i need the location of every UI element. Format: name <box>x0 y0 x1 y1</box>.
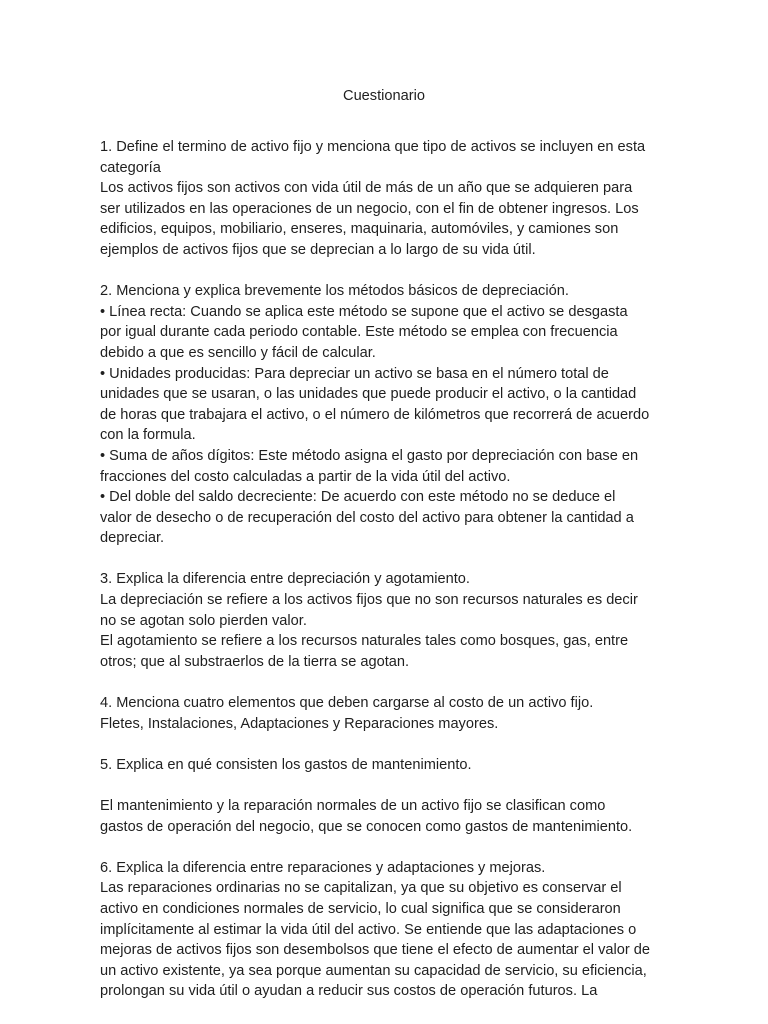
document-title: Cuestionario <box>343 88 425 104</box>
document-body <box>100 137 672 1002</box>
text-line: 1. Define el termino de activo fijo y menciona que tipo de activos se incluyen en esta <box>100 139 646 155</box>
paragraph-q3 <box>100 569 672 672</box>
text-line: Las reparaciones ordinarias no se capitalizan, ya que su objetivo es conservar el <box>100 880 622 897</box>
paragraph-gap <box>100 775 672 796</box>
text-line: El mantenimiento y la reparación normales de un activo fijo se clasifican como <box>100 798 606 814</box>
text-line: 6. Explica la diferencia entre reparaciones y adaptaciones y mejoras. <box>100 859 546 876</box>
text-line: depreciar. <box>100 530 165 547</box>
text-line: con la formula. <box>100 427 196 444</box>
text-line: categoría <box>100 159 161 176</box>
text-line: valor de desecho o de recuperación del costo del activo para obtener la cantidad a <box>100 509 634 526</box>
paragraph-gap <box>100 672 672 693</box>
text-line: • Línea recta: Cuando se aplica este método se supone que el activo se desgasta <box>100 303 628 320</box>
text-line: ser utilizados en las operaciones de un negocio, con el fin de obtener ingresos. Los <box>100 200 639 217</box>
paragraph-q4 <box>100 693 672 734</box>
paragraph-q1 <box>100 137 672 261</box>
paragraph-gap <box>100 837 672 858</box>
paragraph-q6 <box>100 858 672 1002</box>
text-line: • Del doble del saldo decreciente: De acuerdo con este método no se deduce el <box>100 489 616 506</box>
text-line: mejoras de activos fijos son desembolsos que tiene el efecto de aumentar el valor de <box>100 942 651 959</box>
text-line: 4. Menciona cuatro elementos que deben cargarse al costo de un activo fijo. <box>100 695 594 712</box>
paragraph-q5 <box>100 755 672 776</box>
text-line: Fletes, Instalaciones, Adaptaciones y Reparaciones mayores. <box>100 715 499 732</box>
text-line: La depreciación se refiere a los activos fijos que no son recursos naturales es decir <box>100 592 638 609</box>
text-line: • Unidades producidas: Para depreciar un activo se basa en el número total de <box>100 365 609 382</box>
text-line: • Suma de años dígitos: Este método asigna el gasto por depreciación con base en <box>100 447 639 464</box>
text-line: debido a que es sencillo y fácil de calcular. <box>100 344 376 361</box>
paragraph-q2 <box>100 281 672 549</box>
text-line: unidades que se usaran, o las unidades que puede producir el activo, o la cantidad <box>100 386 637 403</box>
text-line: El agotamiento se refiere a los recursos naturales tales como bosques, gas, entre <box>100 633 629 650</box>
text-line: no se agotan solo pierden valor. <box>100 612 307 629</box>
paragraph-gap <box>100 734 672 755</box>
text-line: por igual durante cada periodo contable. Este método se emplea con frecuencia <box>100 324 618 341</box>
text-line: fracciones del costo calculadas a partir de la vida útil del activo. <box>100 468 511 485</box>
text-line: ejemplos de activos fijos que se deprecian a lo largo de su vida útil. <box>100 241 536 258</box>
paragraph-gap <box>100 549 672 570</box>
paragraph-gap <box>100 261 672 282</box>
text-line: activo en condiciones normales de servicio, lo cual significa que se consideraron <box>100 900 621 917</box>
text-line: 5. Explica en qué consisten los gastos de mantenimiento. <box>100 756 472 773</box>
text-line: prolongan su vida útil o ayudan a reducir sus costos de operación futuros. La <box>100 983 598 1000</box>
text-line: gastos de operación del negocio, que se conocen como gastos de mantenimiento. <box>100 818 633 835</box>
text-line: implícitamente al estimar la vida útil del activo. Se entiende que las adaptaciones o <box>100 921 637 938</box>
text-line: 3. Explica la diferencia entre depreciación y agotamiento. <box>100 571 470 588</box>
text-line: otros; que al substraerlos de la tierra se agotan. <box>100 653 410 670</box>
text-line: de horas que trabajara el activo, o el número de kilómetros que recorrerá de acuerdo <box>100 406 650 423</box>
text-line: Los activos fijos son activos con vida útil de más de un año que se adquieren para <box>100 180 633 197</box>
text-line: un activo existente, ya sea porque aumentan su capacidad de servicio, su eficiencia, <box>100 962 647 979</box>
paragraph-q5-answer <box>100 796 672 837</box>
text-line: edificios, equipos, mobiliario, enseres, maquinaria, automóviles, y camiones son <box>100 221 619 238</box>
text-line: 2. Menciona y explica brevemente los métodos básicos de depreciación. <box>100 283 569 300</box>
